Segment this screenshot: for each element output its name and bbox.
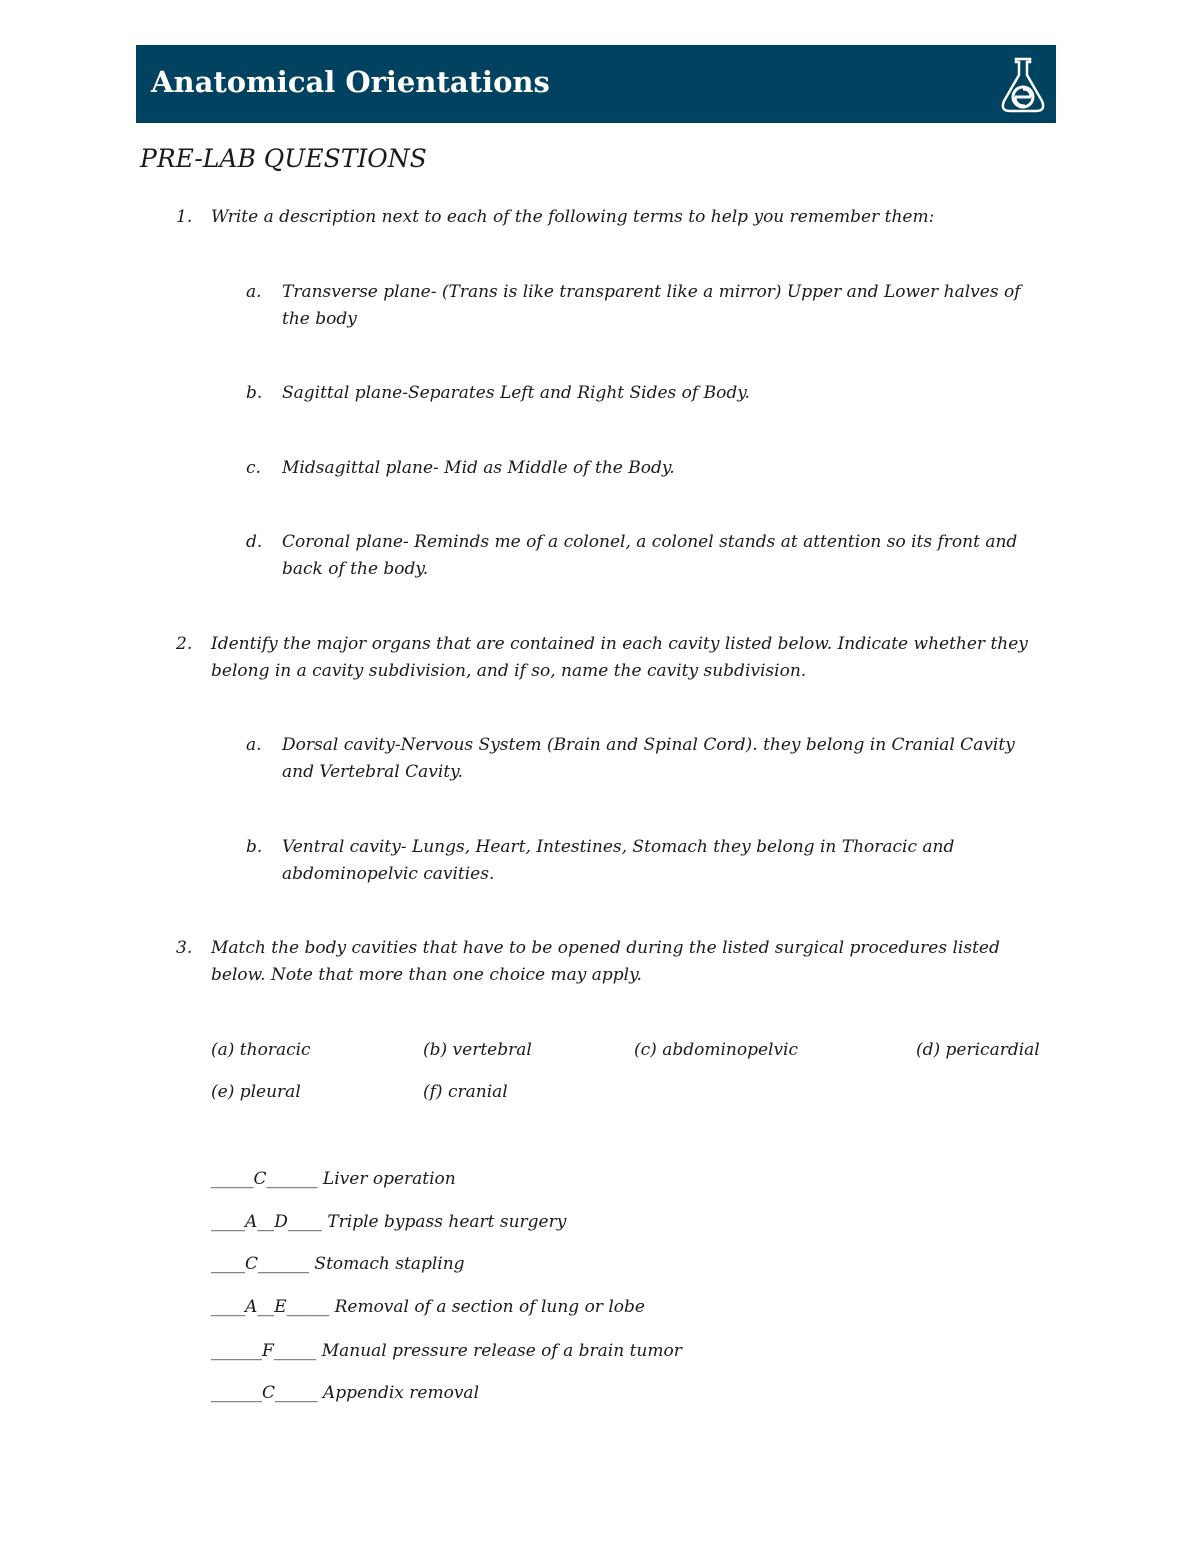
item-text: the body	[282, 309, 357, 329]
choice-pleural: (e) pleural	[211, 1082, 301, 1102]
flask-logo-icon	[998, 55, 1048, 115]
item-letter: b.	[246, 837, 263, 857]
item-letter: a.	[246, 735, 262, 755]
item-text: Sagittal plane-Separates Left and Right Sides of Body.	[282, 383, 750, 403]
procedure-label: Stomach stapling	[314, 1254, 465, 1274]
choice-vertebral: (b) vertebral	[423, 1040, 532, 1060]
answer-blank: ____C______	[211, 1254, 310, 1274]
answer-row	[211, 1380, 479, 1407]
question-text: Identify the major organs that are contained in each cavity listed below. Indicate whether they	[211, 634, 1028, 654]
section-title: PRE-LAB QUESTIONS	[140, 144, 427, 173]
answer-row	[211, 1294, 645, 1321]
item-text: Coronal plane- Reminds me of a colonel, a colonel stands at attention so its front and	[282, 532, 1018, 552]
question-number: 1.	[176, 207, 193, 227]
answer-blank: ____A__E_____	[211, 1297, 330, 1317]
question-text: Match the body cavities that have to be opened during the listed surgical procedures listed	[211, 938, 1000, 958]
item-text: Midsagittal plane- Mid as Middle of the Body.	[282, 458, 675, 478]
answer-row	[211, 1209, 566, 1236]
item-text: Dorsal cavity-Nervous System (Brain and Spinal Cord). they belong in Cranial Cavity	[282, 735, 1015, 755]
choice-abdominopelvic: (c) abdominopelvic	[634, 1040, 799, 1060]
question-text: Write a description next to each of the following terms to help you remember them:	[211, 207, 935, 227]
question-number: 3.	[176, 938, 193, 958]
procedure-label: Removal of a section of lung or lobe	[334, 1297, 645, 1317]
procedure-label: Appendix removal	[322, 1383, 480, 1403]
answer-blank: ______C_____	[211, 1383, 318, 1403]
answer-blank: ______F_____	[211, 1341, 317, 1361]
choice-thoracic: (a) thoracic	[211, 1040, 311, 1060]
answer-row	[211, 1166, 456, 1193]
item-letter: a.	[246, 282, 262, 302]
item-text: and Vertebral Cavity.	[282, 762, 463, 782]
question-text: below. Note that more than one choice may apply.	[211, 965, 642, 985]
header-bar	[136, 45, 1056, 123]
item-letter: b.	[246, 383, 263, 403]
procedure-label: Manual pressure release of a brain tumor	[321, 1341, 682, 1361]
answer-blank: _____C______	[211, 1169, 318, 1189]
procedure-label: Liver operation	[322, 1169, 456, 1189]
choice-cranial: (f) cranial	[423, 1082, 508, 1102]
item-letter: d.	[246, 532, 263, 552]
answer-row	[211, 1251, 465, 1278]
item-text: Transverse plane- (Trans is like transparent like a mirror) Upper and Lower halves of	[282, 282, 1021, 302]
answer-blank: ____A__D____	[211, 1212, 322, 1232]
question-number: 2.	[176, 634, 193, 654]
page-title: Anatomical Orientations	[151, 65, 550, 99]
item-letter: c.	[246, 458, 261, 478]
answer-row	[211, 1338, 682, 1365]
choice-pericardial: (d) pericardial	[916, 1040, 1040, 1060]
procedure-label: Triple bypass heart surgery	[327, 1212, 567, 1232]
item-text: back of the body.	[282, 559, 429, 579]
item-text: Ventral cavity- Lungs, Heart, Intestines, Stomach they belong in Thoracic and	[282, 837, 955, 857]
question-text: belong in a cavity subdivision, and if so, name the cavity subdivision.	[211, 661, 807, 681]
item-text: abdominopelvic cavities.	[282, 864, 495, 884]
